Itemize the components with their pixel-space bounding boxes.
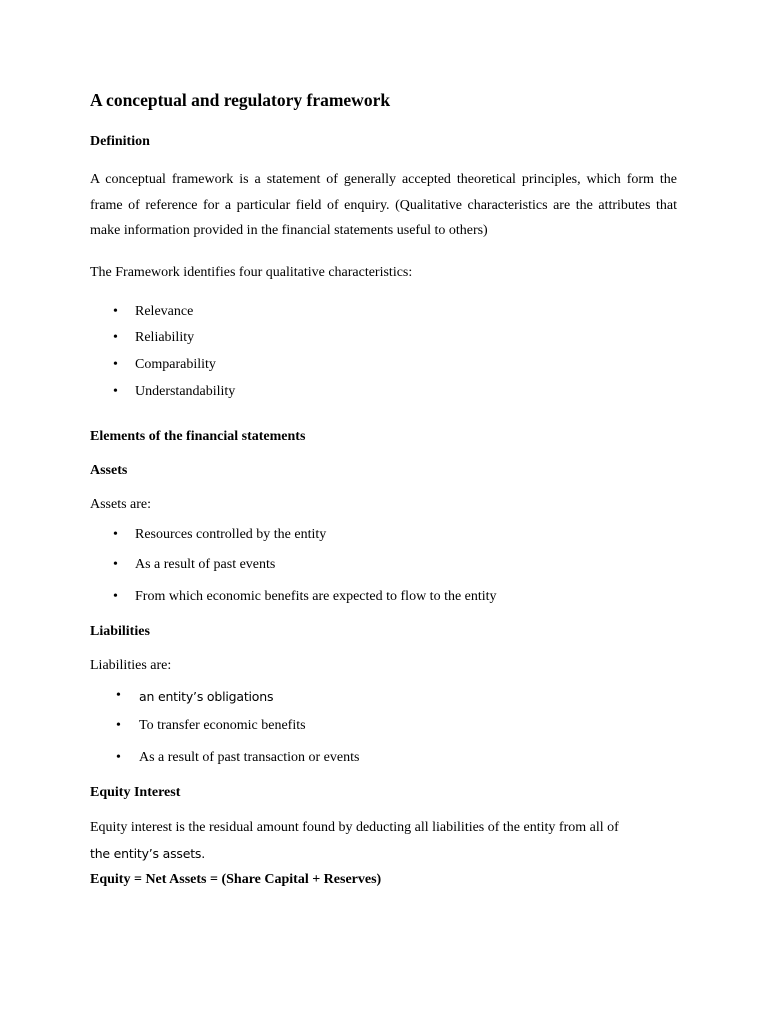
equity-formula: Equity = Net Assets = (Share Capital + Reserves) bbox=[90, 872, 382, 887]
elements-heading: Elements of the financial statements bbox=[90, 429, 306, 444]
list-item: To transfer economic benefits bbox=[139, 718, 306, 733]
definition-paragraph: A conceptual framework is a statement of generally accepted theoretical principles, which form the frame of reference for a particular field of enquiry. (Qualitative characteristics are the attributes that make information provided in the financial statements useful to others) bbox=[90, 172, 677, 238]
list-item: an entity’s obligations bbox=[139, 689, 274, 704]
liabilities-intro: Liabilities are: bbox=[90, 658, 172, 673]
bullet-icon: • bbox=[113, 589, 118, 604]
bullet-icon: • bbox=[116, 750, 121, 765]
qualitative-intro: The Framework identifies four qualitative characteristics: bbox=[90, 265, 413, 280]
liabilities-heading: Liabilities bbox=[90, 624, 150, 639]
list-item: Understandability bbox=[135, 384, 236, 399]
equity-paragraph-line2: the entity’s assets. bbox=[90, 846, 205, 861]
bullet-icon: • bbox=[113, 557, 118, 572]
list-item: As a result of past events bbox=[135, 557, 276, 572]
list-item: Reliability bbox=[135, 330, 195, 345]
page-title: A conceptual and regulatory framework bbox=[90, 90, 391, 110]
definition-heading: Definition bbox=[90, 134, 150, 149]
equity-heading: Equity Interest bbox=[90, 785, 181, 800]
bullet-icon: • bbox=[116, 718, 121, 733]
equity-paragraph-line1: Equity interest is the residual amount found by deducting all liabilities of the entity from all of bbox=[90, 820, 619, 835]
bullet-icon: • bbox=[113, 357, 118, 372]
list-item: Comparability bbox=[135, 357, 216, 372]
list-item: As a result of past transaction or events bbox=[139, 750, 360, 765]
bullet-icon: • bbox=[113, 330, 118, 345]
list-item: Relevance bbox=[135, 304, 194, 319]
bullet-icon: • bbox=[113, 384, 118, 399]
bullet-icon: • bbox=[113, 304, 118, 319]
list-item: Resources controlled by the entity bbox=[135, 527, 327, 542]
bullet-icon: • bbox=[116, 688, 121, 703]
list-item: From which economic benefits are expected to flow to the entity bbox=[135, 589, 497, 604]
assets-heading: Assets bbox=[90, 463, 128, 478]
assets-intro: Assets are: bbox=[90, 497, 152, 512]
bullet-icon: • bbox=[113, 527, 118, 542]
